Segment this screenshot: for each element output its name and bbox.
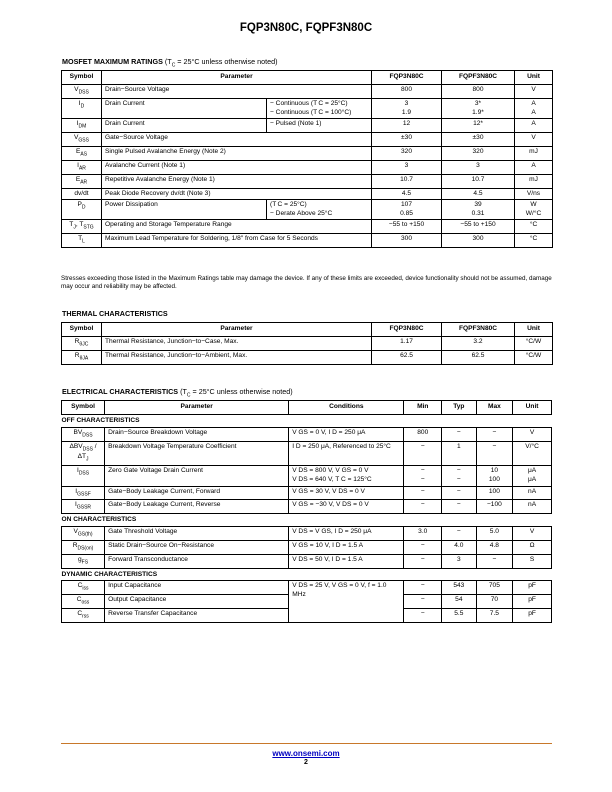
table-row [62, 441, 552, 466]
typ-cell: 54 [442, 595, 476, 609]
parameter-cell: Breakdown Voltage Temperature Coefficient [105, 441, 289, 466]
unit-cell: nA [513, 500, 552, 514]
subsection-row [62, 415, 552, 428]
parameter-cell: Zero Gate Voltage Drain Current [105, 466, 289, 486]
parameter-cell: Maximum Lead Temperature for Soldering, 1/8″ from Case for 5 Seconds [102, 234, 372, 248]
col-header: Unit [515, 71, 553, 85]
symbol-main: C [77, 582, 83, 590]
symbol-main: g [78, 555, 82, 563]
symbol-main: R [74, 338, 80, 345]
unit-cell: Ω [513, 540, 552, 554]
value-fqp-cell: −55 to +150 [372, 220, 442, 234]
col-header: Conditions [289, 401, 404, 415]
table-row [62, 200, 553, 220]
min-cell: − [404, 441, 442, 466]
max-cell: − [476, 441, 513, 466]
parameter-cell: Gate−Body Leakage Current, Forward [105, 486, 289, 500]
condition-cell: (T C = 25°C) − Derate Above 25°C [267, 200, 372, 220]
unit-cell: pF [513, 581, 552, 595]
unit-cell: mJ [515, 174, 553, 188]
col-header: Symbol [62, 71, 102, 85]
symbol-cell [62, 337, 102, 351]
table-row [62, 220, 553, 234]
min-cell: − [404, 581, 442, 595]
symbol-cell [62, 350, 102, 364]
symbol-cell [62, 540, 105, 554]
unit-cell: °C/W [515, 337, 553, 351]
value-fqpf-cell: −55 to +150 [442, 220, 515, 234]
min-cell: 3.0 [404, 526, 442, 540]
symbol-main: V [74, 86, 79, 93]
parameter-cell: Drain Current [102, 119, 267, 133]
table-row [62, 500, 552, 514]
condition-cell: − Pulsed (Note 1) [267, 119, 372, 133]
electrical-table [61, 400, 552, 623]
value-fqpf-cell: 12* [442, 119, 515, 133]
symbol-cell [62, 500, 105, 514]
conditions-cell: V DS = 800 V, V GS = 0 V V DS = 640 V, T C = 125°C [289, 466, 404, 486]
max-ratings-table [61, 70, 553, 248]
value-fqp-cell: 3 [372, 160, 442, 174]
max-cell: − [476, 554, 513, 568]
unit-cell: V [515, 133, 553, 147]
conditions-cell: V GS = 10 V, I D = 1.5 A [289, 540, 404, 554]
symbol-cell [62, 188, 102, 200]
col-header: Typ [442, 401, 476, 415]
value-fqpf-cell: 3 [442, 160, 515, 174]
typ-cell: − [442, 486, 476, 500]
unit-cell: pF [513, 609, 552, 623]
parameter-cell: Drain−Source Breakdown Voltage [105, 427, 289, 441]
table-row [62, 540, 552, 554]
unit-cell: V/°C [513, 441, 552, 466]
unit-cell: A [515, 160, 553, 174]
col-header: Unit [515, 323, 553, 337]
max-cell: 10 100 [476, 466, 513, 486]
parameter-cell: Drain−Source Voltage [102, 85, 372, 99]
section-title: ELECTRICAL CHARACTERISTICS [62, 387, 179, 396]
symbol-main-2: / ΔT [77, 442, 97, 461]
min-cell: − [404, 486, 442, 500]
table-row [62, 350, 553, 364]
conditions-cell: I D = 250 μA, Referenced to 25°C [289, 441, 404, 466]
symbol-main: I [77, 161, 79, 169]
table-row [62, 554, 552, 568]
table-row [62, 85, 553, 99]
symbol-cell [62, 581, 105, 595]
table-row [62, 581, 552, 595]
min-cell: − [404, 595, 442, 609]
symbol-subscript: J [73, 224, 76, 231]
table-row [62, 146, 553, 160]
symbol-subscript: FS [81, 559, 89, 566]
symbol-cell [62, 119, 102, 133]
symbol-cell [62, 526, 105, 540]
value-fqp-cell: 1.17 [372, 337, 442, 351]
symbol-subscript: AR [80, 179, 88, 186]
value-fqpf-cell: 10.7 [442, 174, 515, 188]
conditions-cell: V DS = 50 V, I D = 1.5 A [289, 554, 404, 568]
min-cell: − [404, 609, 442, 623]
table-row [62, 234, 553, 248]
unit-cell: V/ns [515, 188, 553, 200]
parameter-cell: Peak Diode Recovery dv/dt (Note 3) [102, 188, 372, 200]
symbol-subscript: iss [82, 585, 89, 592]
value-fqpf-cell: 320 [442, 146, 515, 160]
section-condition: ($T_C = 25^\circ C$ unless otherwise noted) [164, 57, 278, 69]
symbol-subscript: L [82, 238, 85, 245]
symbol-subscript: DSS [78, 89, 89, 96]
unit-cell: °C [515, 234, 553, 248]
value-fqp-cell: 3 1.9 [372, 98, 442, 118]
symbol-cell [62, 146, 102, 160]
symbol-subscript: DSS [82, 445, 93, 452]
max-cell: 70 [476, 595, 513, 609]
page-number: 2 [304, 759, 308, 766]
symbol-main: V [74, 134, 79, 141]
parameter-cell: Drain Current [102, 98, 267, 118]
symbol-cell [62, 595, 105, 609]
conditions-cell: V DS = 25 V, V GS = 0 V, f = 1.0 MHz [289, 581, 404, 623]
symbol-cell [62, 160, 102, 174]
col-header: FQPF3N80C [442, 323, 515, 337]
page-title: FQP3N80C, FQPF3N80C [239, 22, 373, 34]
parameter-cell: Avalanche Current (Note 1) [102, 160, 372, 174]
symbol-subscript: AS [80, 151, 88, 158]
value-fqp-cell: 107 0.85 [372, 200, 442, 220]
value-fqpf-cell: 62.5 [442, 350, 515, 364]
table-row [62, 427, 552, 441]
subsection-label: DYNAMIC CHARACTERISTICS [62, 568, 552, 581]
conditions-cell: V DS = V GS, I D = 250 μA [289, 526, 404, 540]
col-header: Min [404, 401, 442, 415]
symbol-main: I [78, 99, 81, 107]
symbol-cell [62, 220, 102, 234]
table-row [62, 526, 552, 540]
subsection-row [62, 568, 552, 581]
min-cell: − [404, 554, 442, 568]
symbol-main: BV [73, 428, 83, 436]
typ-cell: − [442, 500, 476, 514]
thermal-table [61, 322, 553, 365]
symbol-subscript: GS(th) [77, 531, 93, 538]
parameter-cell: Power Dissipation [102, 200, 267, 220]
symbol-cell [62, 174, 102, 188]
parameter-cell: Operating and Storage Temperature Range [102, 220, 372, 234]
symbol-cell [62, 98, 102, 118]
symbol-subscript-2: J [86, 456, 89, 463]
condition-cell: − Continuous (T C = 25°C) − Continuous (T C = 100°C) [267, 98, 372, 118]
symbol-cell [62, 609, 105, 623]
col-header: Max [476, 401, 513, 415]
col-header: Parameter [102, 323, 372, 337]
symbol-subscript: DS(on) [77, 545, 94, 552]
table-row [62, 98, 553, 118]
symbol-cell [62, 441, 105, 466]
typ-cell: − [442, 526, 476, 540]
symbol-main: ΔBV [69, 442, 83, 450]
unit-cell: °C [515, 220, 553, 234]
typ-cell: − − [442, 466, 476, 486]
table-row [62, 160, 553, 174]
symbol-main: I [76, 467, 79, 475]
symbol-subscript: AR [78, 165, 86, 172]
unit-cell: μA μA [513, 466, 552, 486]
value-fqpf-cell: ±30 [442, 133, 515, 147]
footer-rule [61, 743, 552, 744]
col-header: FQP3N80C [372, 71, 442, 85]
parameter-cell: Repetitive Avalanche Energy (Note 1) [102, 174, 372, 188]
symbol-subscript: rss [82, 613, 89, 620]
symbol-cell [62, 427, 105, 441]
unit-cell: °C/W [515, 350, 553, 364]
unit-cell: mJ [515, 146, 553, 160]
section-condition: ($T_C = 25^\circ C$ unless otherwise noted) [180, 387, 293, 399]
symbol-subscript: GSSR [76, 504, 92, 511]
parameter-cell: Input Capacitance [105, 581, 289, 595]
symbol-cell [62, 133, 102, 147]
symbol-cell [62, 200, 102, 220]
typ-cell: 1 [442, 441, 476, 466]
max-cell: 705 [476, 581, 513, 595]
stress-note: Stresses exceeding those listed in the Maximum Ratings table may damage the device. If any of these limits are exceeded, device functionality should not be assumed, damage may occur and reliability may be affected. [61, 275, 552, 291]
typ-cell: 3 [442, 554, 476, 568]
thermal-heading: THERMAL CHARACTERISTICS [62, 309, 168, 318]
typ-cell: 5.5 [442, 609, 476, 623]
symbol-cell [62, 466, 105, 486]
table-row [62, 188, 553, 200]
value-fqpf-cell: 4.5 [442, 188, 515, 200]
min-cell: − − [404, 466, 442, 486]
max-cell: 5.0 [476, 526, 513, 540]
col-header: FQP3N80C [372, 323, 442, 337]
symbol-main: R [72, 541, 78, 549]
symbol-main: I [76, 120, 79, 128]
value-fqpf-cell: 39 0.31 [442, 200, 515, 220]
symbol-subscript: D [80, 103, 85, 110]
table-row [62, 119, 553, 133]
subsection-label: ON CHARACTERISTICS [62, 514, 552, 527]
unit-cell: nA [513, 486, 552, 500]
subsection-row [62, 514, 552, 527]
col-header: FQPF3N80C [442, 71, 515, 85]
value-fqpf-cell: 300 [442, 234, 515, 248]
value-fqp-cell: 300 [372, 234, 442, 248]
symbol-main: P [77, 201, 82, 209]
typ-cell: − [442, 427, 476, 441]
symbol-main: E [75, 175, 81, 183]
value-fqpf-cell: 3* 1.9* [442, 98, 515, 118]
table-row [62, 486, 552, 500]
symbol-subscript: D [81, 204, 86, 211]
section-title: MOSFET MAXIMUM RATINGS [62, 57, 163, 66]
unit-cell: V [513, 427, 552, 441]
symbol-subscript: oss [81, 599, 90, 606]
min-cell: − [404, 500, 442, 514]
symbol-subscript: DSS [78, 470, 90, 477]
parameter-cell: Gate−Body Leakage Current, Reverse [105, 500, 289, 514]
conditions-cell: V GS = 30 V, V DS = 0 V [289, 486, 404, 500]
symbol-main: dv/dt [74, 189, 89, 197]
min-cell: − [404, 540, 442, 554]
col-header: Unit [513, 401, 552, 415]
parameter-cell: Single Pulsed Avalanche Energy (Note 2) [102, 146, 372, 160]
unit-cell: S [513, 554, 552, 568]
col-header: Parameter [102, 71, 372, 85]
max-cell: 4.8 [476, 540, 513, 554]
conditions-cell: V GS = 0 V, I D = 250 μA [289, 427, 404, 441]
max-cell: 100 [476, 486, 513, 500]
symbol-main-2: , T [75, 221, 84, 229]
symbol-main: T [69, 221, 74, 229]
parameter-cell: Gate Threshold Voltage [105, 526, 289, 540]
symbol-main: C [77, 610, 83, 618]
conditions-cell: V GS = −30 V, V DS = 0 V [289, 500, 404, 514]
col-header: Symbol [62, 323, 102, 337]
symbol-subscript-2: STG [83, 224, 94, 231]
value-fqp-cell: 4.5 [372, 188, 442, 200]
max-cell: 7.5 [476, 609, 513, 623]
symbol-main: I [75, 501, 77, 509]
symbol-subscript: GSS [78, 137, 89, 144]
parameter-cell: Reverse Transfer Capacitance [105, 609, 289, 623]
symbol-main: R [74, 351, 80, 359]
col-header: Symbol [62, 401, 105, 415]
symbol-main: I [75, 487, 78, 495]
table-row [62, 337, 553, 351]
value-fqp-cell: 12 [372, 119, 442, 133]
electrical-heading [62, 387, 293, 398]
symbol-cell [62, 554, 105, 568]
min-cell: 800 [404, 427, 442, 441]
parameter-cell: Thermal Resistance, Junction−to−Case, Max. [102, 337, 372, 351]
parameter-cell: Forward Transconductance [105, 554, 289, 568]
symbol-cell [62, 486, 105, 500]
value-fqpf-cell: 800 [442, 85, 515, 99]
symbol-subscript: DM [78, 123, 87, 130]
symbol-main: C [76, 596, 82, 604]
parameter-cell: Gate−Source Voltage [102, 133, 372, 147]
typ-cell: 543 [442, 581, 476, 595]
subsection-label: OFF CHARACTERISTICS [62, 415, 552, 428]
parameter-cell: Thermal Resistance, Junction−to−Ambient, Max. [102, 350, 372, 364]
symbol-main: E [75, 147, 81, 155]
symbol-cell [62, 85, 102, 99]
symbol-subscript: θJC [79, 341, 89, 348]
unit-cell: A A [515, 98, 553, 118]
value-fqp-cell: ±30 [372, 133, 442, 147]
unit-cell: V [515, 85, 553, 99]
symbol-subscript: DSS [82, 431, 93, 438]
max-ratings-heading [62, 57, 277, 68]
parameter-cell: Output Capacitance [105, 595, 289, 609]
value-fqpf-cell: 3.2 [442, 337, 515, 351]
unit-cell: pF [513, 595, 552, 609]
table-row [62, 466, 552, 486]
typ-cell: 4.0 [442, 540, 476, 554]
footer-link[interactable]: www.onsemi.com [272, 749, 340, 758]
symbol-main: V [73, 527, 78, 535]
unit-cell: W W/°C [515, 200, 553, 220]
symbol-main: T [78, 235, 83, 243]
unit-cell: V [513, 526, 552, 540]
max-cell: − [476, 427, 513, 441]
symbol-cell [62, 234, 102, 248]
parameter-cell: Static Drain−Source On−Resistance [105, 540, 289, 554]
unit-cell: A [515, 119, 553, 133]
symbol-subscript: θJA [79, 355, 89, 362]
col-header: Parameter [105, 401, 289, 415]
value-fqp-cell: 62.5 [372, 350, 442, 364]
table-row [62, 133, 553, 147]
value-fqp-cell: 800 [372, 85, 442, 99]
max-cell: −100 [476, 500, 513, 514]
value-fqp-cell: 320 [372, 146, 442, 160]
value-fqp-cell: 10.7 [372, 174, 442, 188]
table-row [62, 174, 553, 188]
symbol-subscript: GSSF [77, 490, 91, 497]
